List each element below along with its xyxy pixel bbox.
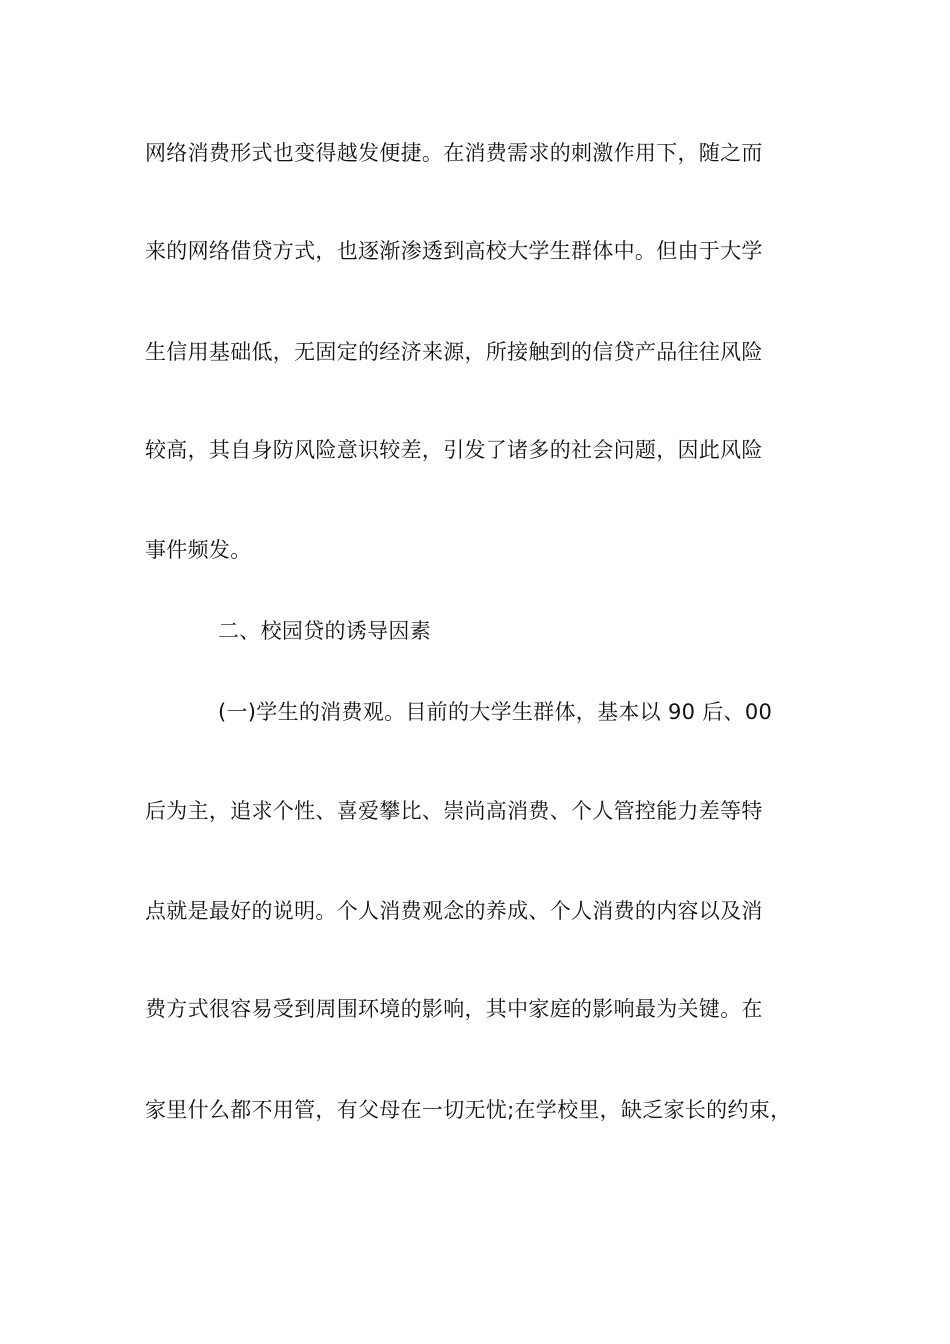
paragraph-line: 家里什么都不用管，有父母在一切无忧;在学校里，缺乏家长的约束， bbox=[145, 1098, 792, 1122]
paragraph-line: 网络消费形式也变得越发便捷。在消费需求的刺激作用下，随之而 bbox=[145, 141, 763, 165]
paragraph-line: 生信用基础低，无固定的经济来源，所接触到的信贷产品往往风险 bbox=[145, 340, 763, 364]
paragraph-line: 较高，其自身防风险意识较差，引发了诸多的社会问题，因此风险 bbox=[145, 438, 763, 462]
paragraph-line: 来的网络借贷方式，也逐渐渗透到高校大学生群体中。但由于大学 bbox=[145, 239, 763, 263]
paragraph-line: 费方式很容易受到周围环境的影响，其中家庭的影响最为关键。在 bbox=[145, 997, 763, 1021]
paragraph-line: 事件频发。 bbox=[145, 538, 252, 562]
paragraph-line: 后为主，追求个性、喜爱攀比、崇尚高消费、个人管控能力差等特 bbox=[145, 799, 763, 823]
paragraph-line: (一)学生的消费观。目前的大学生群体，基本以 90 后、00 bbox=[218, 700, 773, 724]
paragraph-line: 点就是最好的说明。个人消费观念的养成、个人消费的内容以及消 bbox=[145, 899, 763, 923]
section-heading: 二、校园贷的诱导因素 bbox=[218, 619, 431, 643]
